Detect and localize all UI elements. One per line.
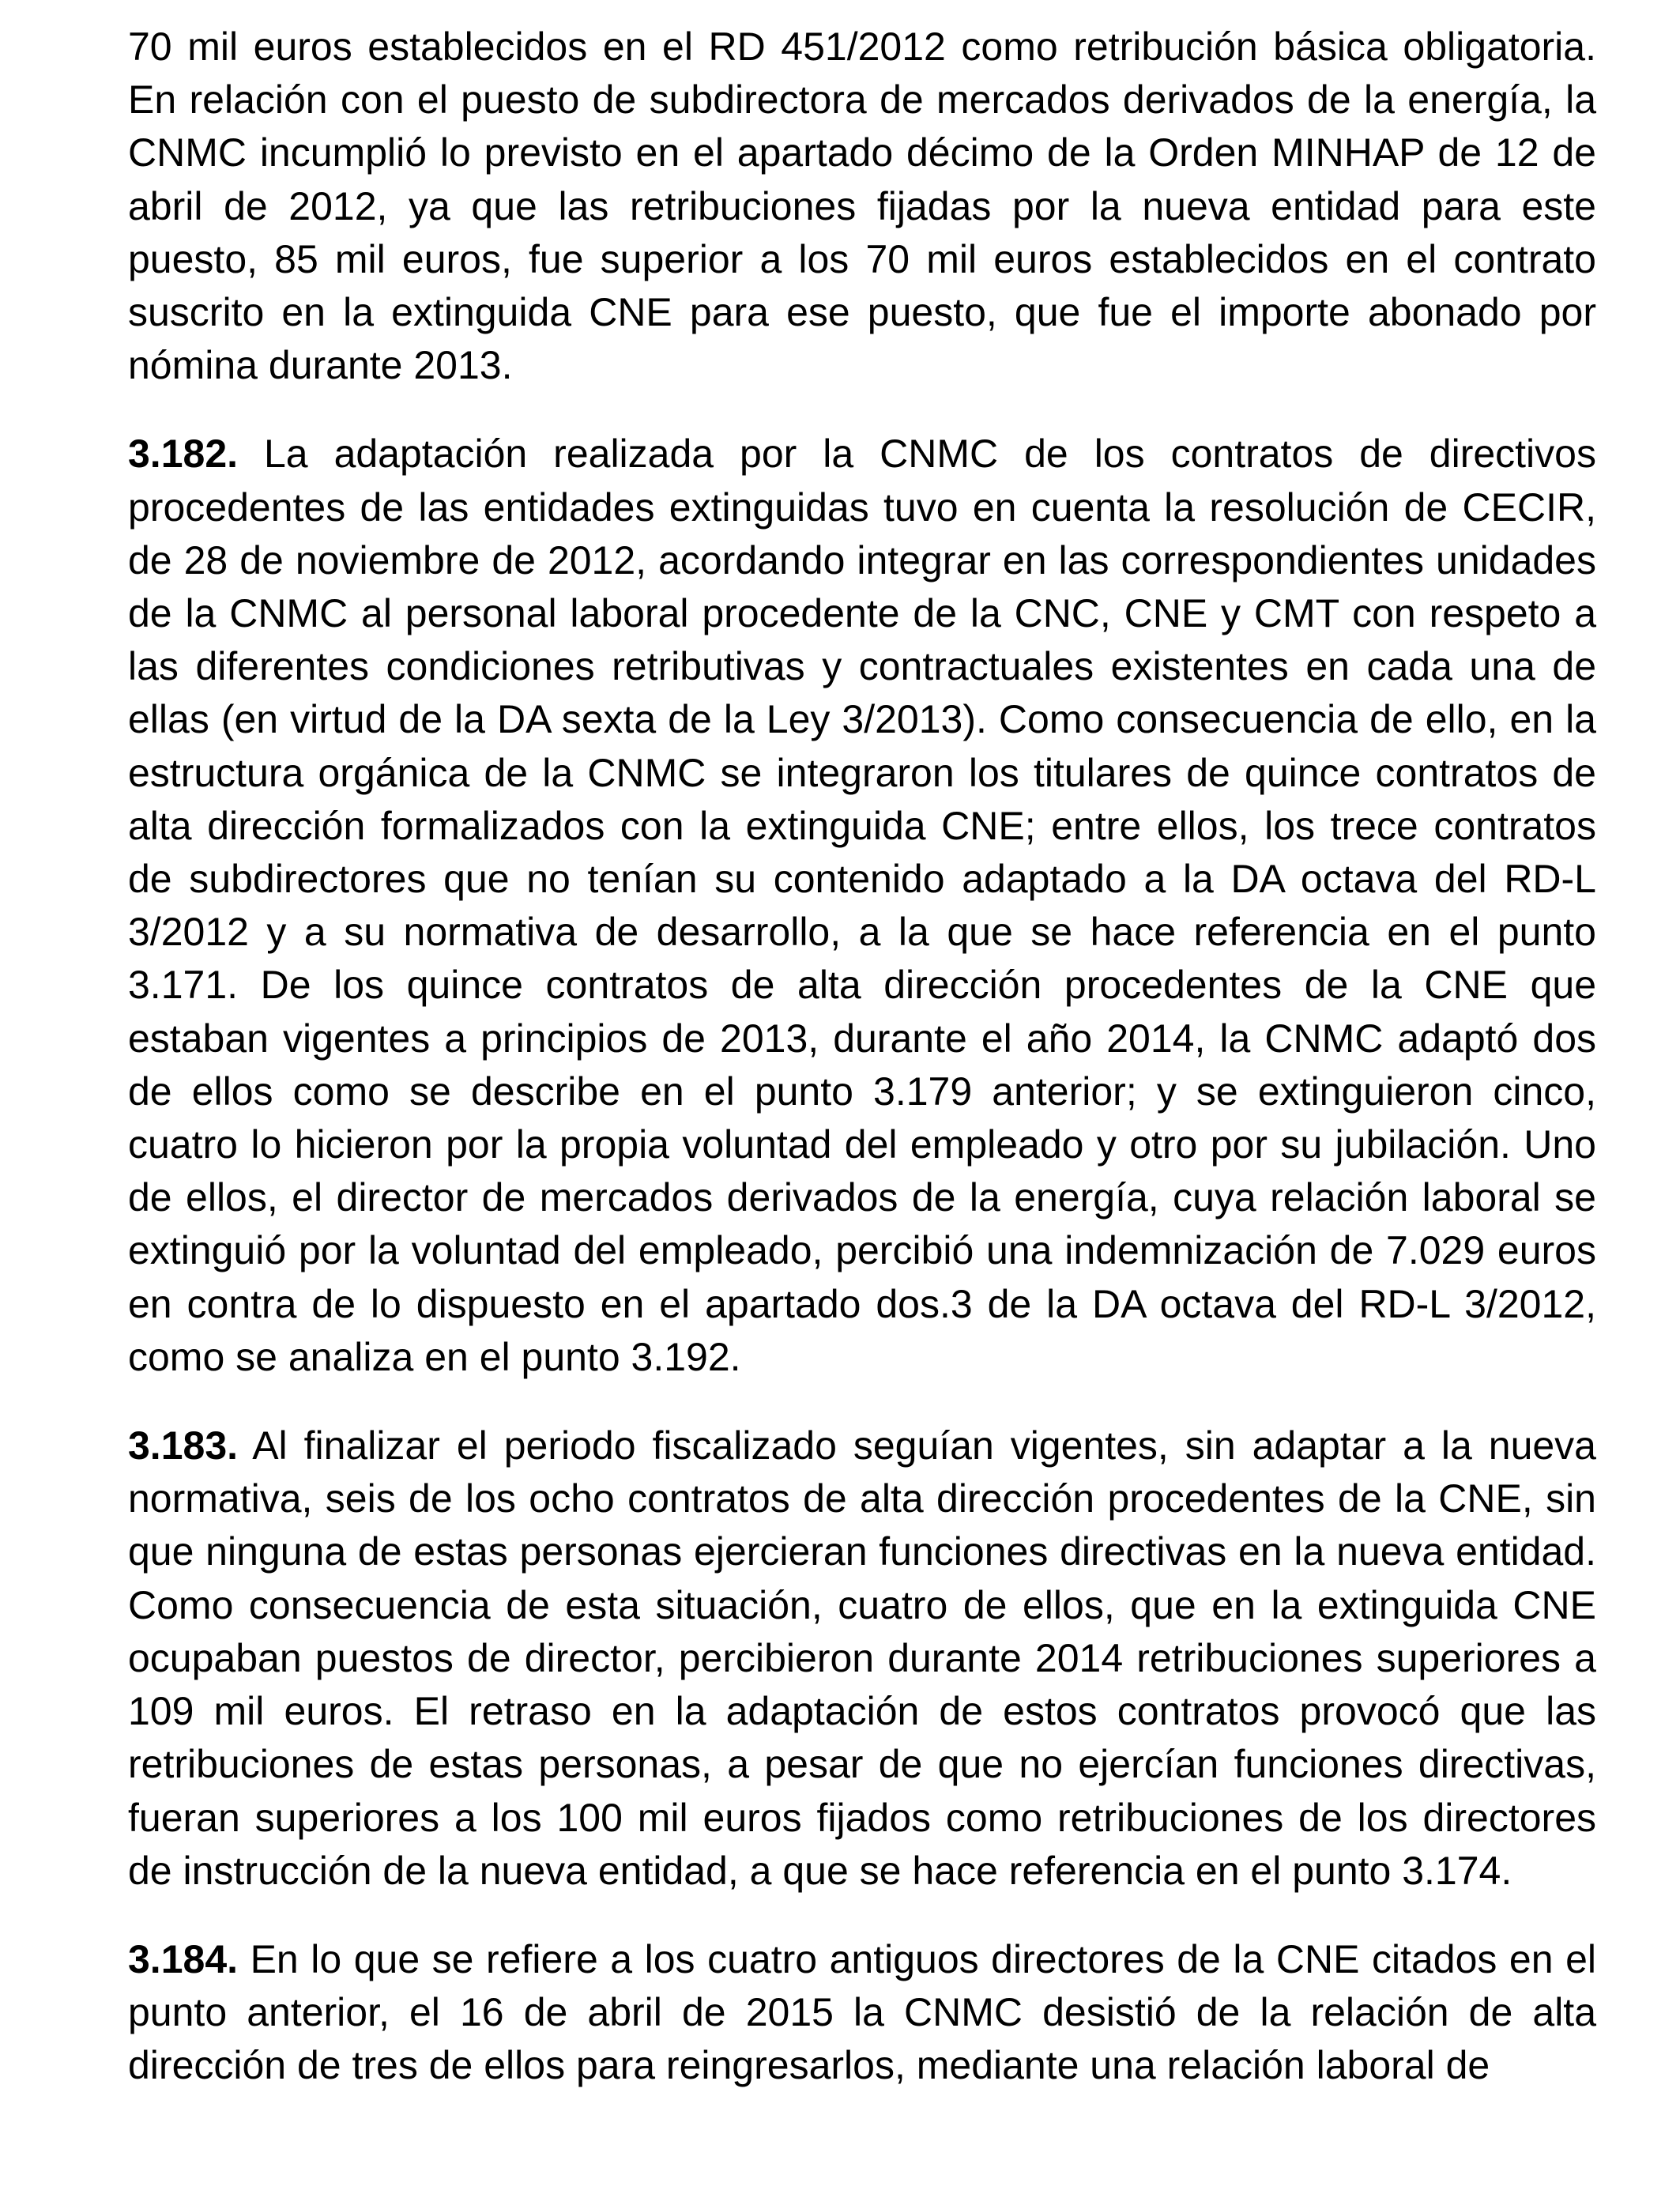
paragraph-3-182 <box>128 428 1596 1384</box>
paragraph-number: 3.184. <box>128 1936 239 1981</box>
paragraph-continued <box>128 21 1596 392</box>
paragraph-text: En lo que se refiere a los cuatro antiguos directores de la CNE citados en el punto anterior, el 16 de abril de 2015 la CNMC desistió de la relación de alta dirección de tres de ellos para reingresarlos, mediante una relación laboral de <box>128 1936 1596 2088</box>
paragraph-text: La adaptación realizada por la CNMC de los contratos de directivos procedentes de las entidades extinguidas tuvo en cuenta la resolución de CECIR, de 28 de noviembre de 2012, acordando integrar en las correspondientes unidades de la CNMC al personal laboral procedente de la CNC, CNE y CMT con respeto a las diferentes condiciones retributivas y contractuales existentes en cada una de ellas (en virtud de la DA sexta de la Ley 3/2013). Como consecuencia de ello, en la estructura orgánica de la CNMC se integraron los titulares de quince contratos de alta dirección formalizados con la extinguida CNE; entre ellos, los trece contratos de subdirectores que no tenían su contenido adaptado a la DA octava del RD-L 3/2012 y a su normativa de desarrollo, a la que se hace referencia en el punto 3.171. De los quince contratos de alta dirección procedentes de la CNE que estaban vigentes a principios de 2013, durante el año 2014, la CNMC adaptó dos de ellos como se describe en el punto 3.179 anterior; y se extinguieron cinco, cuatro lo hicieron por la propia voluntad del empleado y otro por su jubilación. Uno de ellos, el director de mercados derivados de la energía, cuya relación laboral se extinguió por la voluntad del empleado, percibió una indemnización de 7.029 euros en contra de lo dispuesto en el apartado dos.3 de la DA octava del RD-L 3/2012, como se analiza en el punto 3.192. <box>128 432 1596 1379</box>
paragraph-text: Al finalizar el periodo fiscalizado seguían vigentes, sin adaptar a la nueva normativa, seis de los ocho contratos de alta dirección procedentes de la CNE, sin que ninguna de estas personas ejercieran funciones directivas en la nueva entidad. Como consecuencia de esta situación, cuatro de ellos, que en la extinguida CNE ocupaban puestos de director, percibieron durante 2014 retribuciones superiores a 109 mil euros. El retraso en la adaptación de estos contratos provocó que las retribuciones de estas personas, a pesar de que no ejercían funciones directivas, fueran superiores a los 100 mil euros fijados como retribuciones de los directores de instrucción de la nueva entidad, a que se hace referencia en el punto 3.174. <box>128 1423 1596 1893</box>
paragraph-number: 3.182. <box>128 432 239 477</box>
paragraph-text: 70 mil euros establecidos en el RD 451/2012 como retribución básica obligatoria. En relación con el puesto de subdirectora de mercados derivados de la energía, la CNMC incumplió lo previsto en el apartado décimo de la Orden MINHAP de 12 de abril de 2012, ya que las retribuciones fijadas por la nueva entidad para este puesto, 85 mil euros, fue superior a los 70 mil euros establecidos en el contrato suscrito en la extinguida CNE para ese puesto, que fue el importe abonado por nómina durante 2013. <box>128 25 1596 388</box>
paragraph-3-183 <box>128 1419 1596 1898</box>
paragraph-3-184 <box>128 1933 1596 2093</box>
paragraph-number: 3.183. <box>128 1423 239 1468</box>
document-page <box>128 21 1596 2093</box>
